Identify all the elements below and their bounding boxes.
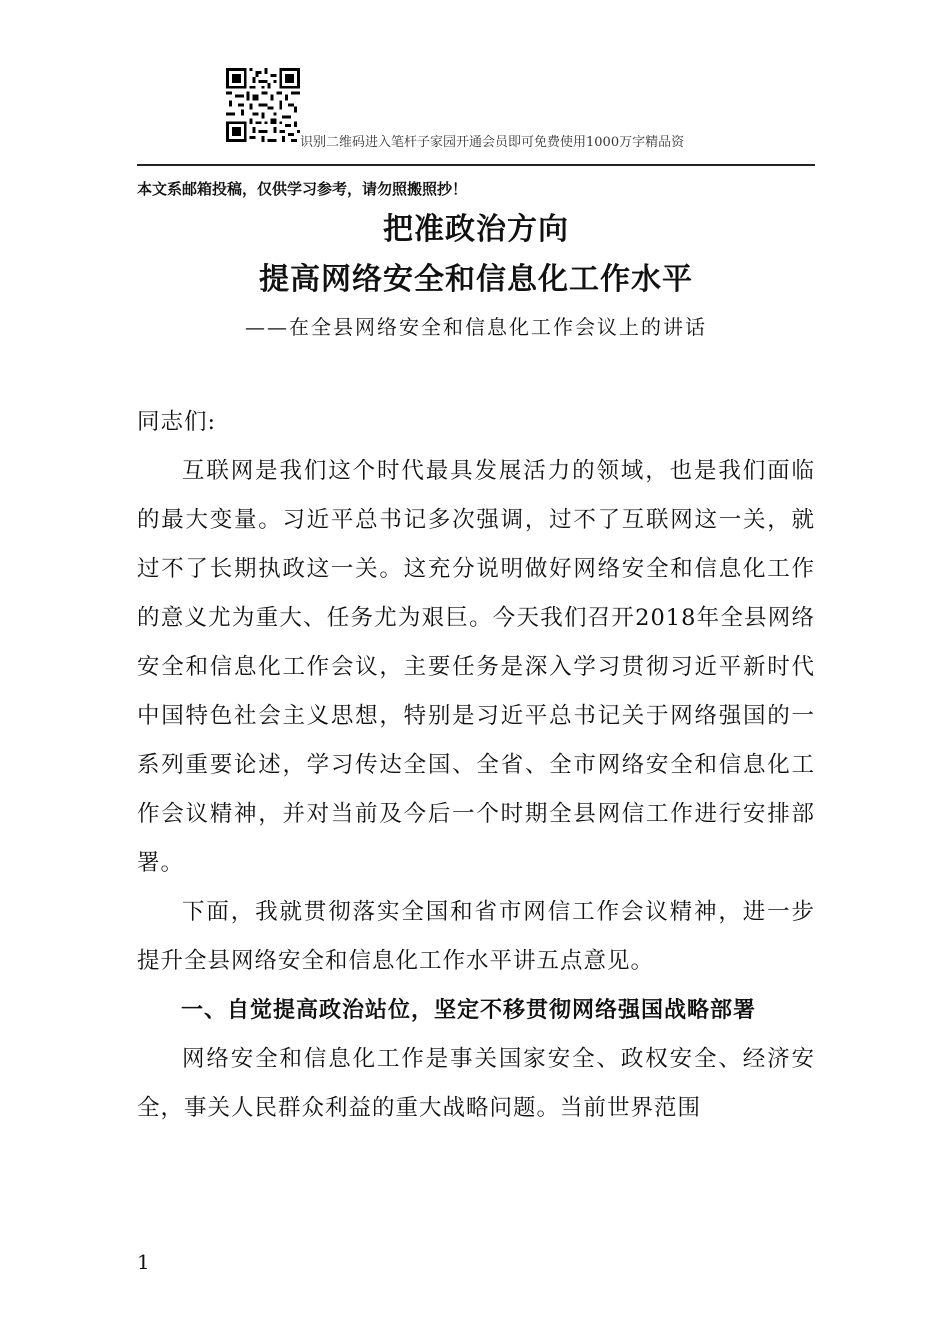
paragraph-3: 网络安全和信息化工作是事关国家安全、政权安全、经济安全，事关人民群众利益的重大战略问题。当前世界范围 xyxy=(137,1046,815,1121)
header-divider xyxy=(137,164,815,166)
subtitle: ——在全县网络安全和信息化工作会议上的讲话 xyxy=(245,315,707,339)
section-heading-1: 一、自觉提高政治站位，坚定不移贯彻网络强国战略部署 xyxy=(181,998,757,1023)
greeting: 同志们: xyxy=(137,409,217,435)
paragraph-2: 下面，我就贯彻落实全国和省市网信工作会议精神，进一步提升全县网络安全和信息化工作水平讲五点意见。 xyxy=(137,899,815,974)
document-body xyxy=(137,398,815,1133)
page-number: 1 xyxy=(137,1250,150,1274)
submission-notice: 本文系邮箱投稿，仅供学习参考，请勿照搬照抄！ xyxy=(137,180,468,198)
title-line-2: 提高网络安全和信息化工作水平 xyxy=(259,262,693,297)
paragraph-1: 互联网是我们这个时代最具发展活力的领域，也是我们面临的最大变量。习近平总书记多次强调，过不了互联网这一关，就过不了长期执政这一关。这充分说明做好网络安全和信息化工作的意义尤为重大、任务尤为艰巨。今天我们召开2018年全县网络安全和信息化工作会议，主要任务是深入学习贯彻习近平新时代中国特色社会主义思想，特别是习近平总书记关于网络强国的一系列重要论述，学习传达全国、全省、全市网络安全和信息化工作会议精神，并对当前及今后一个时期全县网信工作进行安排部署。 xyxy=(137,458,815,876)
header-banner: 识别二维码进入笔杆子家园开通会员即可免费使用1000万字精品资 xyxy=(300,135,685,150)
qr-code-icon xyxy=(226,68,300,142)
title-line-1: 把准政治方向 xyxy=(383,212,569,247)
